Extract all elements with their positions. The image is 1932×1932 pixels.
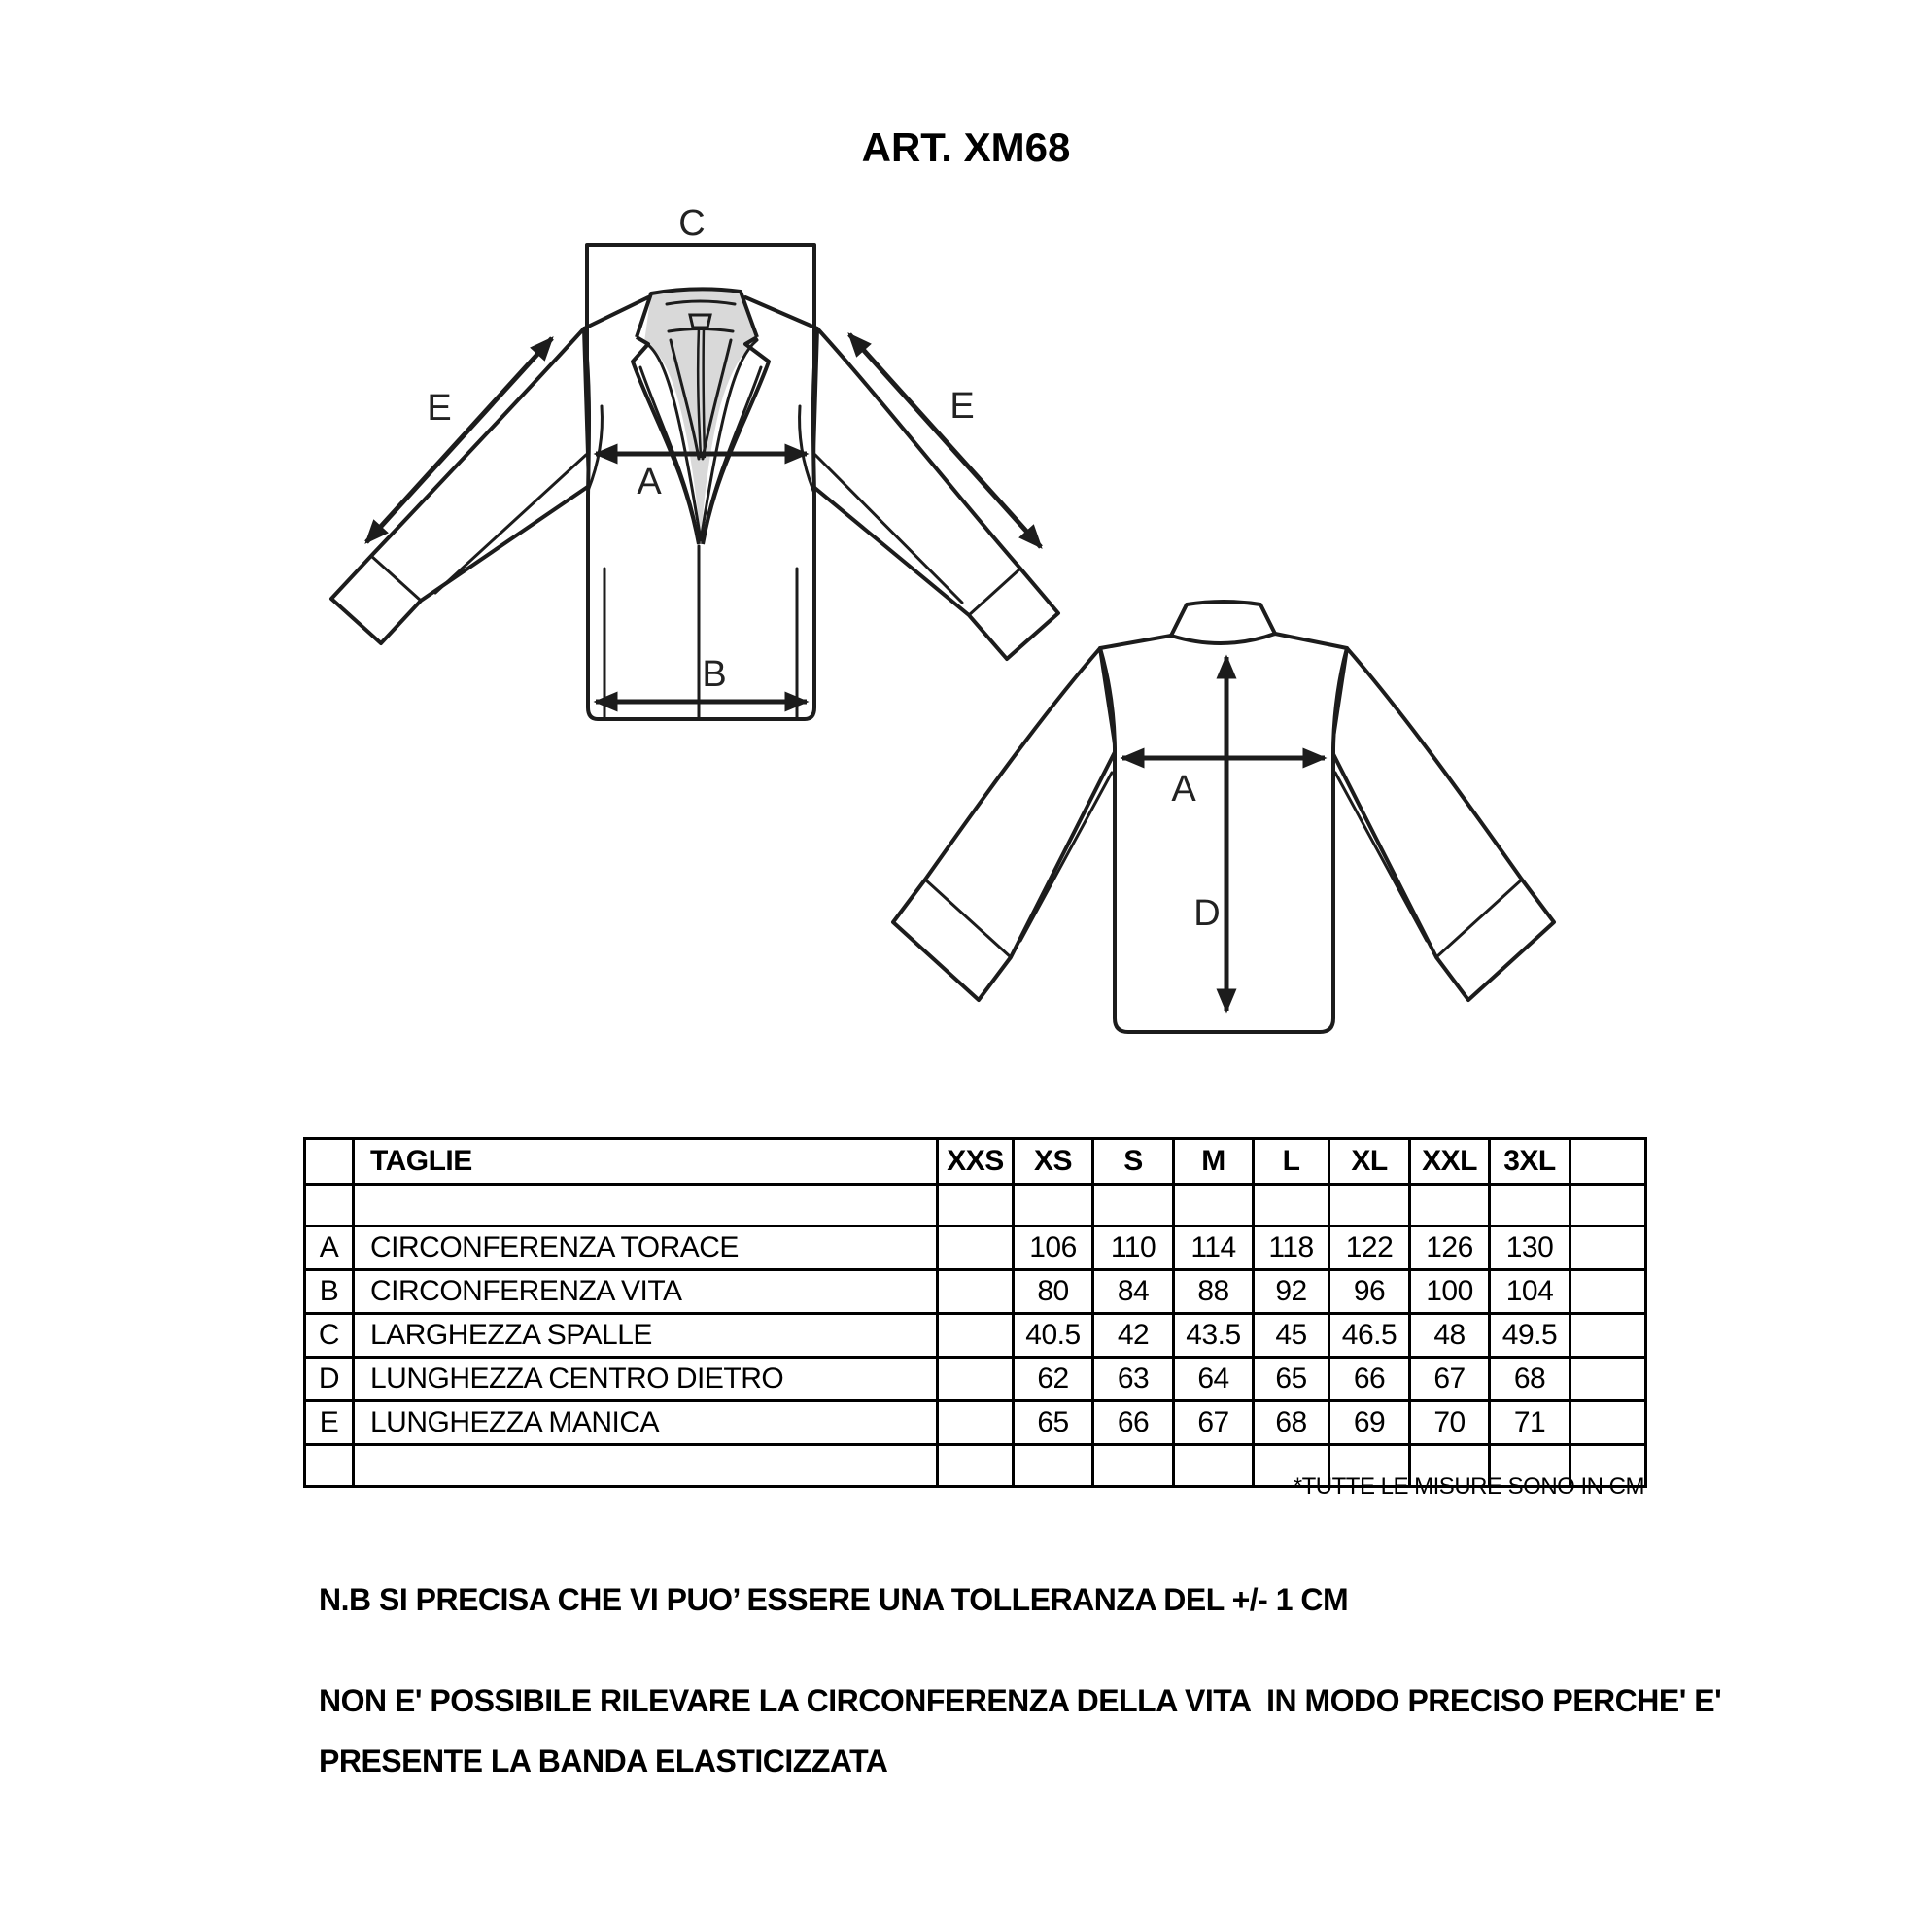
page-title: ART. XM68: [861, 124, 1071, 170]
jacket-front-drawing: [331, 289, 1058, 719]
tolerance-note: N.B SI PRECISA CHE VI PUO’ ESSERE UNA TOLLERANZA DEL +/- 1 CM: [319, 1582, 1349, 1617]
spacer-row: [305, 1185, 1646, 1226]
table-row: D LUNGHEZZA CENTRO DIETRO 62 63 64 65 66 67 68: [305, 1358, 1646, 1401]
dim-label-b-front: B: [702, 654, 727, 695]
garment-measurement-diagram: [292, 185, 1613, 1079]
header-size-xl: XL: [1329, 1139, 1410, 1185]
row-name: LARGHEZZA SPALLE: [354, 1314, 938, 1358]
row-name: CIRCONFERENZA VITA: [354, 1270, 938, 1314]
dim-label-d-back: D: [1193, 893, 1221, 934]
row-name: LUNGHEZZA MANICA: [354, 1401, 938, 1445]
table-footnote: *TUTTE LE MISURE SONO IN CM: [1293, 1473, 1644, 1500]
header-size-m: M: [1174, 1139, 1254, 1185]
header-size-s: S: [1093, 1139, 1174, 1185]
corner-cell: [305, 1139, 354, 1185]
row-name: LUNGHEZZA CENTRO DIETRO: [354, 1358, 938, 1401]
header-size-xs: XS: [1014, 1139, 1093, 1185]
waist-note-line2: PRESENTE LA BANDA ELASTICIZZATA: [319, 1743, 888, 1778]
dim-label-a-front: A: [637, 462, 662, 502]
row-name: CIRCONFERENZA TORACE: [354, 1226, 938, 1270]
dim-label-e-left: E: [427, 388, 452, 429]
table-row: E LUNGHEZZA MANICA 65 66 67 68 69 70 71: [305, 1401, 1646, 1445]
header-size-xxl: XXL: [1410, 1139, 1490, 1185]
waist-note-line1: NON E' POSSIBILE RILEVARE LA CIRCONFERENZA DELLA VITA IN MODO PRECISO PERCHE' E': [319, 1683, 1722, 1718]
row-letter: E: [305, 1401, 354, 1445]
row-letter: C: [305, 1314, 354, 1358]
header-size-3xl: 3XL: [1490, 1139, 1570, 1185]
table-row: B CIRCONFERENZA VITA 80 84 88 92 96 100 104: [305, 1270, 1646, 1314]
dim-label-c: C: [678, 203, 706, 244]
table-row: A CIRCONFERENZA TORACE 106 110 114 118 122 126 130: [305, 1226, 1646, 1270]
table-header-row: [305, 1139, 1646, 1185]
row-letter: D: [305, 1358, 354, 1401]
jacket-back-drawing: [893, 602, 1554, 1032]
dim-label-e-right: E: [949, 386, 975, 427]
size-table: [303, 1137, 1647, 1488]
header-size-l: L: [1254, 1139, 1329, 1185]
row-letter: A: [305, 1226, 354, 1270]
header-taglie: TAGLIE: [354, 1139, 938, 1185]
header-empty-cell: [1570, 1139, 1646, 1185]
header-size-xxs: XXS: [938, 1139, 1014, 1185]
table-row: C LARGHEZZA SPALLE 40.5 42 43.5 45 46.5 48 49.5: [305, 1314, 1646, 1358]
dim-label-a-back: A: [1171, 769, 1196, 810]
row-letter: B: [305, 1270, 354, 1314]
